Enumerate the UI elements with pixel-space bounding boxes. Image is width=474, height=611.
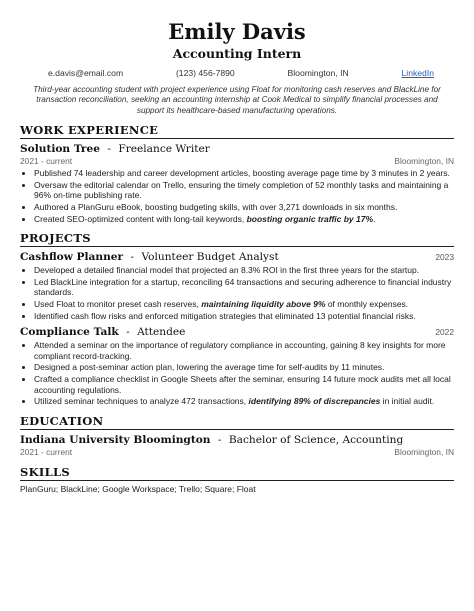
bullet-text: Created SEO-optimized content with long-tail keywords, [34, 213, 247, 224]
bullet-item [34, 340, 454, 361]
section-heading: EDUCATION [20, 413, 104, 428]
entry-title-line [20, 250, 279, 264]
bullet-emphasis: identifying 89% of discrepancies [248, 396, 381, 407]
bullet-text-end: of monthly expenses. [325, 298, 409, 309]
entry-separator: - [126, 326, 130, 339]
bullet-text: Crafted a compliance checklist in Google Sheets after the seminar, ensuring 14 future mock audits met all local accounting regulations. [34, 373, 451, 395]
bullet-text: Attended a seminar on the importance of regulatory compliance in accounting, gaining 8 key insights for more compliant record-tracking. [34, 340, 446, 361]
skills-section [20, 465, 454, 495]
bullet-text: Published 74 leadership and career development articles, boosting average page time by 3 minutes in 2 years. [34, 168, 450, 179]
entry-header [20, 325, 454, 339]
entry-header [20, 250, 454, 264]
entry-org: Cashflow Planner [20, 251, 124, 264]
contact-phone: (123) 456-7890 [175, 68, 235, 78]
bullet-item [34, 311, 454, 322]
linkedin-link[interactable]: LinkedIn [401, 68, 434, 78]
bullet-item [34, 265, 454, 276]
entry-title-line [20, 142, 210, 156]
entry-separator: - [107, 143, 111, 156]
bullet-item [34, 374, 454, 395]
projects-section [20, 231, 454, 407]
education-degree: Bachelor of Science, Accounting [228, 433, 404, 446]
bullet-emphasis: maintaining liquidity above 9% [201, 298, 326, 309]
bullet-text: Used Float to monitor preset cash reserves, [34, 298, 202, 309]
entry-year: 2023 [435, 252, 454, 263]
entry-dates: 2021 - current [20, 156, 73, 167]
bullet-text: Identified cash flow risks and enforced mitigation strategies that eliminated 13 potential financial risks. [34, 310, 416, 321]
bullet-emphasis: boosting organic traffic by 17% [246, 213, 374, 224]
bullet-text-end: in initial audit. [380, 396, 435, 407]
bullet-item [34, 214, 454, 225]
entry-org: Solution Tree [20, 143, 100, 156]
section-divider [20, 429, 454, 430]
entry-role: Volunteer Budget Analyst [141, 251, 279, 264]
entry-header [20, 433, 454, 447]
entry-title-line [20, 325, 185, 339]
section-divider [20, 480, 454, 481]
entry-header [20, 142, 454, 156]
bullet-text: Developed a detailed financial model that projected an 8.3% ROI in the first three years for the startup. [34, 265, 420, 276]
project-entry [20, 325, 454, 407]
section-heading: PROJECTS [20, 231, 91, 246]
bullet-text: Designed a post-seminar action plan, lowering the average time for self-audits by 11 minutes. [34, 362, 385, 373]
skills-list: PlanGuru; BlackLine; Google Workspace; Trello; Square; Float [20, 483, 256, 494]
contact-bar [48, 67, 434, 79]
entry-year: 2022 [435, 327, 454, 338]
entry-org: Compliance Talk [20, 326, 119, 339]
entry-meta [20, 447, 454, 458]
candidate-name: Emily Davis [168, 19, 306, 44]
entry-separator: - [217, 433, 222, 446]
entry-separator: - [130, 251, 135, 264]
section-divider [20, 246, 454, 247]
project-entry [20, 250, 454, 321]
candidate-title: Accounting Intern [172, 46, 302, 61]
section-divider [20, 138, 454, 139]
contact-email[interactable]: e.davis@email.com [48, 68, 124, 78]
bullet-text-end: . [373, 213, 376, 224]
entry-meta [20, 156, 454, 167]
work-experience-section [20, 123, 454, 224]
summary-text: Third-year accounting student with project experience using Float for monitoring cash reserves and BlackLine for transaction reconciliation, seeking an accounting internship at Cook Medical to simplify financial processes and support its healthcare-based manufacturing operations. [33, 85, 441, 115]
bullet-text: Led BlackLine integration for a startup, reconciling 64 transactions and securing adherence to financial industry standards. [34, 276, 452, 298]
bullet-list [20, 340, 454, 407]
bullet-item [34, 168, 454, 179]
bullet-item [34, 362, 454, 373]
work-entry [20, 142, 454, 224]
education-section [20, 414, 454, 458]
bullet-item [34, 180, 454, 201]
section-heading: SKILLS [20, 464, 70, 479]
bullet-text: Oversaw the editorial calendar on Trello, ensuring the timely completion of 52 monthly tasks and maintaining a 96% on-time publishing rate. [34, 179, 449, 201]
contact-location: Bloomington, IN [287, 68, 349, 78]
section-heading: WORK EXPERIENCE [20, 123, 159, 138]
entry-location: Bloomington, IN [394, 446, 454, 457]
bullet-text: Utilized seminar techniques to analyze 472 transactions, [34, 396, 249, 407]
bullet-list [20, 265, 454, 321]
bullet-item [34, 396, 454, 407]
bullet-item [34, 277, 454, 298]
education-school: Indiana University Bloomington [20, 433, 211, 446]
bullet-text: Authored a PlanGuru eBook, boosting budgeting skills, with over 3,271 downloads in six months. [34, 202, 398, 212]
entry-location: Bloomington, IN [394, 156, 454, 167]
entry-dates: 2021 - current [20, 446, 73, 457]
entry-role: Freelance Writer [118, 143, 210, 156]
bullet-list [20, 168, 454, 224]
entry-title-line [20, 433, 403, 447]
entry-role: Attendee [137, 326, 186, 339]
bullet-item [34, 202, 454, 213]
bullet-item [34, 299, 454, 310]
